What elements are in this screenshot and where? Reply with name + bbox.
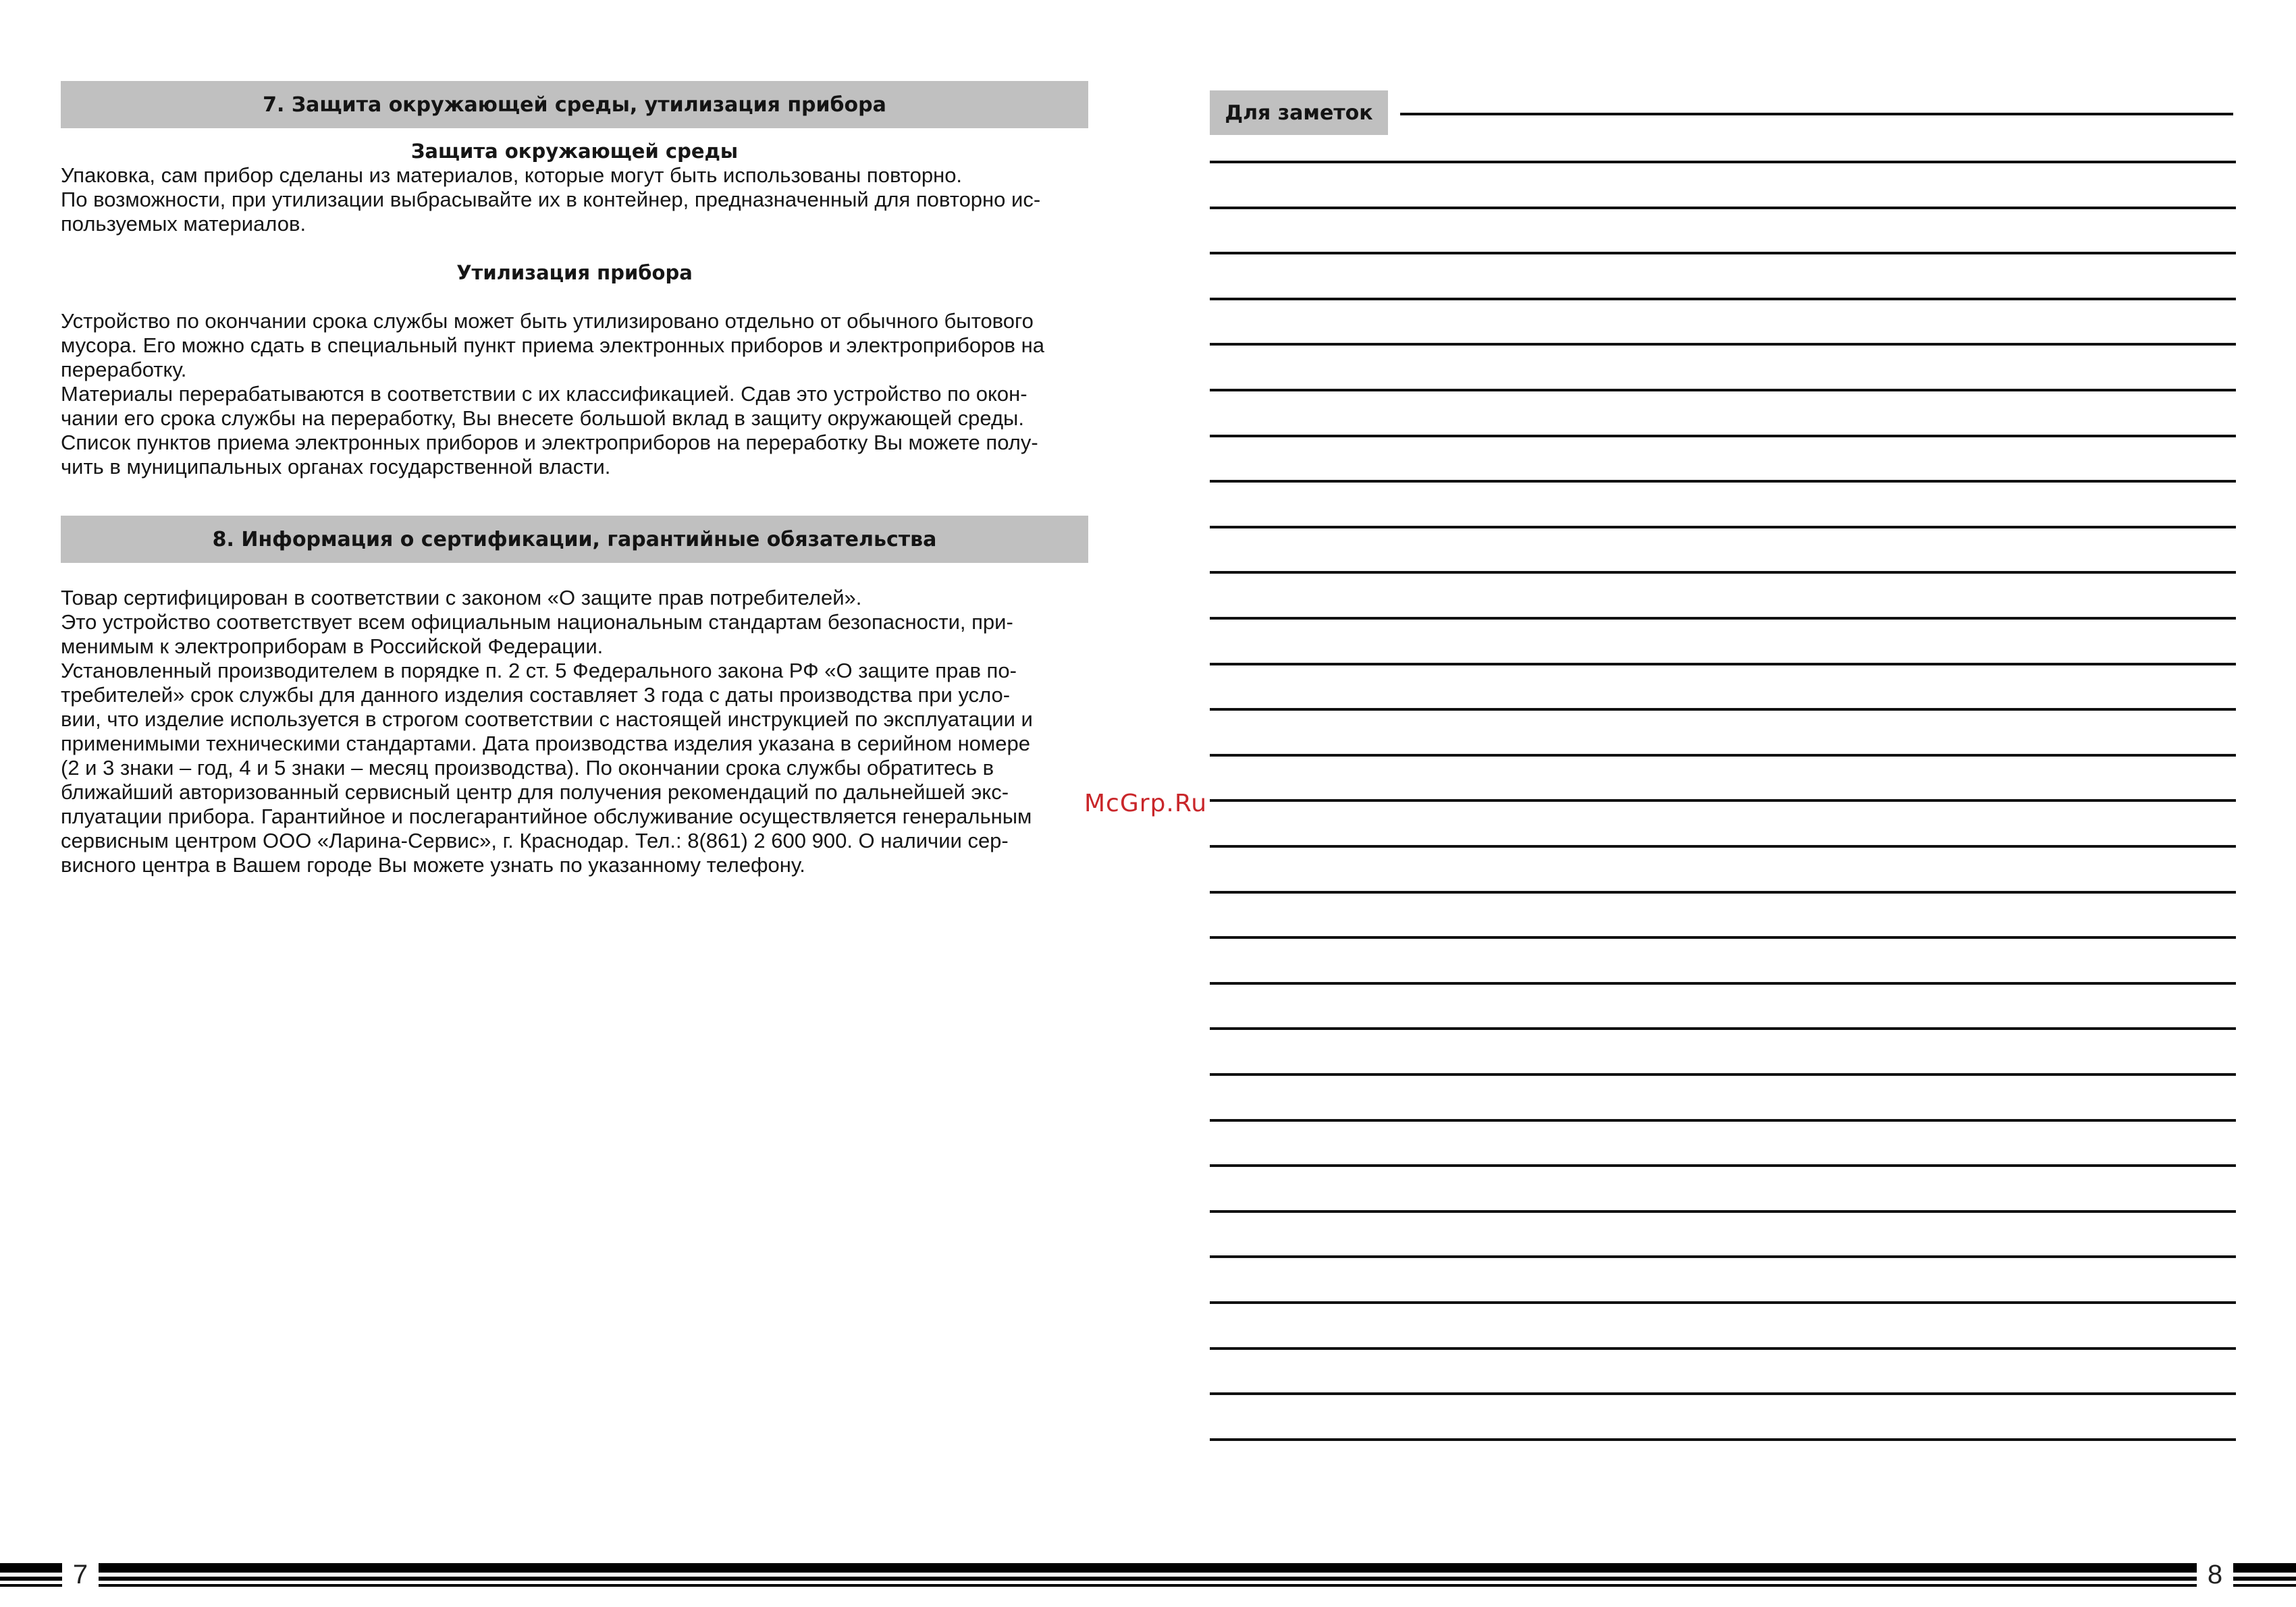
note-line	[1210, 982, 2236, 985]
text-line: Установленный производителем в порядке п. 2 ст. 5 Федерального закона РФ «О защите прав по-	[61, 659, 1017, 682]
text-line: чании его срока службы на переработку, Вы внесете большой вклад в защиту окружающей среды.	[61, 406, 1024, 430]
page-number-right	[2197, 1556, 2233, 1593]
environment-subtitle: Защита окружающей среды	[410, 140, 739, 163]
note-line	[1210, 1164, 2236, 1167]
text-line: ближайший авторизованный сервисный центр для получения рекомендаций по дальнейшей экс-	[61, 780, 1009, 804]
note-line	[1210, 389, 2236, 391]
note-line	[1210, 1347, 2236, 1350]
certification-paragraph	[61, 586, 1088, 877]
text-line: Устройство по окончании срока службы может быть утилизировано отдельно от обычного бытового	[61, 309, 1034, 333]
note-line	[1210, 298, 2236, 300]
note-line	[1210, 1301, 2236, 1304]
note-line	[1210, 252, 2236, 254]
note-line	[1210, 161, 2236, 163]
disposal-paragraph	[61, 309, 1088, 479]
text-line: Товар сертифицирован в соответствии с законом «О защите прав потребителей».	[61, 586, 862, 609]
note-line	[1210, 617, 2236, 620]
environment-paragraph	[61, 163, 1088, 236]
note-line	[1210, 435, 2236, 437]
note-line	[1210, 480, 2236, 483]
text-line: переработку.	[61, 358, 187, 381]
note-line	[1210, 1119, 2236, 1122]
note-line	[1210, 754, 2236, 757]
notes-label-text: Для заметок	[1225, 101, 1373, 125]
text-line: (2 и 3 знаки – год, 4 и 5 знаки – месяц производства). По окончании срока службы обратитесь в	[61, 756, 994, 780]
text-line: висного центра в Вашем городе Вы можете узнать по указанному телефону.	[61, 853, 805, 877]
note-line	[1210, 708, 2236, 711]
note-line	[1210, 526, 2236, 528]
text-line: мусора. Его можно сдать в специальный пункт приема электронных приборов и электроприборов на	[61, 333, 1044, 357]
text-line: плуатации прибора. Гарантийное и послегарантийное обслуживание осуществляется генеральным	[61, 805, 1032, 828]
note-line	[1210, 343, 2236, 346]
text-line: применимыми техническими стандартами. Дата производства изделия указана в серийном номере	[61, 732, 1030, 755]
page-number-left	[62, 1556, 99, 1593]
page-number-left-text: 7	[72, 1559, 88, 1589]
footer-stripe	[0, 1563, 2296, 1573]
note-line	[1210, 1210, 2236, 1213]
text-line: Это устройство соответствует всем официальным национальным стандартам безопасности, при-	[61, 610, 1013, 634]
note-line	[1210, 845, 2236, 848]
text-line: вии, что изделие используется в строгом соответствии с настоящей инструкцией по эксплуатации и	[61, 707, 1033, 731]
section-8-header	[61, 516, 1088, 563]
note-line	[1210, 799, 2236, 802]
text-line: менимым к электроприборам в Российской Федерации.	[61, 634, 604, 658]
watermark: McGrp.Ru	[1084, 790, 1208, 817]
text-line: Упаковка, сам прибор сделаны из материалов, которые могут быть использованы повторно.	[61, 163, 963, 187]
text-line: По возможности, при утилизации выбрасывайте их в контейнер, предназначенный для повторно ис-	[61, 188, 1041, 211]
text-line: пользуемых материалов.	[61, 212, 306, 236]
text-line: Материалы перерабатываются в соответствии с их классификацией. Сдав это устройство по окон-	[61, 382, 1027, 406]
note-line	[1210, 1073, 2236, 1076]
notes-label	[1210, 90, 1388, 135]
text-line: требителей» срок службы для данного изделия составляет 3 года с даты производства при усло-	[61, 683, 1011, 707]
note-line	[1400, 113, 2233, 115]
footer-stripe	[0, 1577, 2296, 1581]
note-line	[1210, 891, 2236, 894]
section-7-title: 7. Защита окружающей среды, утилизация прибора	[263, 92, 886, 117]
left-page	[61, 81, 1088, 877]
disposal-subtitle: Утилизация прибора	[456, 261, 693, 284]
note-line	[1210, 1027, 2236, 1030]
text-line: Список пунктов приема электронных приборов и электроприборов на переработку Вы можете полу-	[61, 431, 1038, 454]
note-line	[1210, 936, 2236, 939]
note-line	[1210, 1438, 2236, 1441]
note-line	[1210, 663, 2236, 665]
footer-stripe	[0, 1584, 2296, 1587]
note-line	[1210, 1392, 2236, 1395]
note-line	[1210, 207, 2236, 209]
section-8-title: 8. Информация о сертификации, гарантийные обязательства	[212, 527, 937, 551]
page-number-right-text: 8	[2207, 1559, 2223, 1589]
section-7-header	[61, 81, 1088, 128]
note-line	[1210, 571, 2236, 574]
note-line	[1210, 1255, 2236, 1258]
text-line: чить в муниципальных органах государственной власти.	[61, 455, 611, 479]
text-line: сервисным центром ООО «Ларина-Сервис», г. Краснодар. Тел.: 8(861) 2 600 900. О наличии сер-	[61, 829, 1009, 852]
